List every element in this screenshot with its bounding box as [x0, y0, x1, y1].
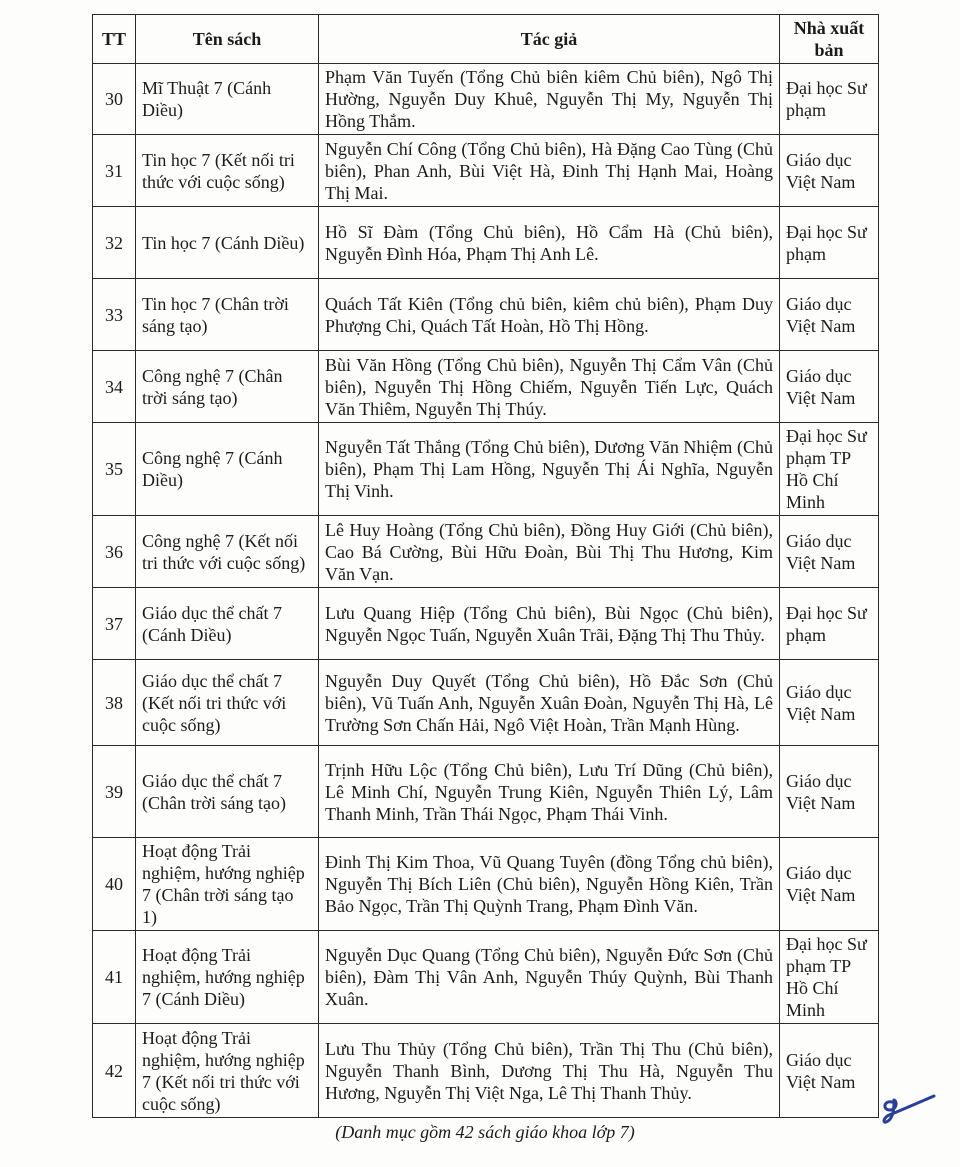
table-row	[93, 746, 879, 838]
publisher-cell: Đại học Sư phạm TP Hồ Chí Minh	[780, 931, 879, 1024]
book-name-cell: Mĩ Thuật 7 (Cánh Diều)	[136, 64, 319, 135]
publisher-cell: Đại học Sư phạm	[780, 207, 879, 279]
row-number: 35	[93, 423, 136, 516]
table-row	[93, 588, 879, 660]
header-publisher: Nhà xuất bản	[780, 15, 879, 64]
row-number: 33	[93, 279, 136, 351]
row-number: 34	[93, 351, 136, 423]
table-row	[93, 660, 879, 746]
publisher-cell: Giáo dục Việt Nam	[780, 351, 879, 423]
publisher-cell: Giáo dục Việt Nam	[780, 135, 879, 207]
book-name-cell: Hoạt động Trải nghiệm, hướng nghiệp 7 (Cánh Diều)	[136, 931, 319, 1024]
row-number: 37	[93, 588, 136, 660]
row-number: 41	[93, 931, 136, 1024]
row-number: 38	[93, 660, 136, 746]
table-row	[93, 279, 879, 351]
author-cell: Phạm Văn Tuyến (Tổng Chủ biên kiêm Chủ biên), Ngô Thị Hường, Nguyễn Duy Khuê, Nguyễn Thị My, Nguyễn Thị Hồng Thắm.	[319, 64, 780, 135]
book-name-cell: Hoạt động Trải nghiệm, hướng nghiệp 7 (Kết nối tri thức với cuộc sống)	[136, 1024, 319, 1118]
book-name-cell: Công nghệ 7 (Kết nối tri thức với cuộc sống)	[136, 516, 319, 588]
table-row	[93, 423, 879, 516]
row-number: 40	[93, 838, 136, 931]
publisher-cell: Đại học Sư phạm	[780, 64, 879, 135]
row-number: 39	[93, 746, 136, 838]
table-row	[93, 351, 879, 423]
header-book-name: Tên sách	[136, 15, 319, 64]
author-cell: Lưu Thu Thủy (Tổng Chủ biên), Trần Thị Thu (Chủ biên), Nguyễn Thanh Bình, Dương Thị Thu Hà, Nguyễn Thu Hương, Nguyễn Thị Việt Nga, Lê Thị Thanh Thủy.	[319, 1024, 780, 1118]
book-name-cell: Giáo dục thể chất 7 (Cánh Diều)	[136, 588, 319, 660]
table-row	[93, 64, 879, 135]
textbook-table	[92, 14, 879, 1118]
publisher-cell: Giáo dục Việt Nam	[780, 660, 879, 746]
publisher-cell: Giáo dục Việt Nam	[780, 1024, 879, 1118]
book-name-cell: Tin học 7 (Kết nối tri thức với cuộc sống)	[136, 135, 319, 207]
table-caption: (Danh mục gồm 42 sách giáo khoa lớp 7)	[335, 1122, 635, 1142]
author-cell: Lê Huy Hoàng (Tổng Chủ biên), Đồng Huy Giới (Chủ biên), Cao Bá Cường, Bùi Hữu Đoàn, Bùi Thị Thu Hương, Kim Văn Vạn.	[319, 516, 780, 588]
book-name-cell: Công nghệ 7 (Cánh Diều)	[136, 423, 319, 516]
table-header-row	[93, 15, 879, 64]
book-name-cell: Tin học 7 (Chân trời sáng tạo)	[136, 279, 319, 351]
table-row	[93, 207, 879, 279]
book-name-cell: Tin học 7 (Cánh Diều)	[136, 207, 319, 279]
book-name-cell: Giáo dục thể chất 7 (Chân trời sáng tạo)	[136, 746, 319, 838]
row-number: 32	[93, 207, 136, 279]
book-name-cell: Hoạt động Trải nghiệm, hướng nghiệp 7 (Chân trời sáng tạo 1)	[136, 838, 319, 931]
row-number: 42	[93, 1024, 136, 1118]
book-name-cell: Giáo dục thể chất 7 (Kết nối tri thức với cuộc sống)	[136, 660, 319, 746]
publisher-cell: Giáo dục Việt Nam	[780, 279, 879, 351]
author-cell: Đinh Thị Kim Thoa, Vũ Quang Tuyên (đồng Tổng chủ biên), Nguyễn Thị Bích Liên (Chủ biên), Nguyễn Hồng Kiên, Trần Bảo Ngọc, Trần Thị Quỳnh Trang, Phạm Đình Văn.	[319, 838, 780, 931]
row-number: 30	[93, 64, 136, 135]
author-cell: Trịnh Hữu Lộc (Tổng Chủ biên), Lưu Trí Dũng (Chủ biên), Lê Minh Chí, Nguyễn Trung Kiên, Nguyễn Thiên Lý, Lâm Thanh Minh, Trần Thái Ngọc, Phạm Thái Vinh.	[319, 746, 780, 838]
header-tt: TT	[93, 15, 136, 64]
author-cell: Nguyễn Dục Quang (Tổng Chủ biên), Nguyễn Đức Sơn (Chủ biên), Đàm Thị Vân Anh, Nguyễn Thúy Quỳnh, Bùi Thanh Xuân.	[319, 931, 780, 1024]
table-row	[93, 135, 879, 207]
table-row	[93, 838, 879, 931]
row-number: 31	[93, 135, 136, 207]
header-author: Tác giả	[319, 15, 780, 64]
author-cell: Nguyễn Tất Thắng (Tổng Chủ biên), Dương Văn Nhiệm (Chủ biên), Phạm Thị Lam Hồng, Nguyễn Thị Ái Nghĩa, Nguyễn Thị Vinh.	[319, 423, 780, 516]
author-cell: Nguyễn Duy Quyết (Tổng Chủ biên), Hồ Đắc Sơn (Chủ biên), Vũ Tuấn Anh, Nguyễn Xuân Đoàn, Nguyễn Thị Hà, Lê Trường Sơn Chấn Hải, Ngô Việt Hoàn, Trần Mạnh Hùng.	[319, 660, 780, 746]
row-number: 36	[93, 516, 136, 588]
publisher-cell: Giáo dục Việt Nam	[780, 746, 879, 838]
table-row	[93, 516, 879, 588]
book-name-cell: Công nghệ 7 (Chân trời sáng tạo)	[136, 351, 319, 423]
author-cell: Hồ Sĩ Đàm (Tổng Chủ biên), Hồ Cẩm Hà (Chủ biên), Nguyễn Đình Hóa, Phạm Thị Anh Lê.	[319, 207, 780, 279]
publisher-cell: Giáo dục Việt Nam	[780, 516, 879, 588]
table-row	[93, 1024, 879, 1118]
table-row	[93, 931, 879, 1024]
publisher-cell: Đại học Sư phạm	[780, 588, 879, 660]
signature-mark	[878, 1088, 938, 1128]
publisher-cell: Đại học Sư phạm TP Hồ Chí Minh	[780, 423, 879, 516]
publisher-cell: Giáo dục Việt Nam	[780, 838, 879, 931]
author-cell: Quách Tất Kiên (Tổng chủ biên, kiêm chủ biên), Phạm Duy Phượng Chi, Quách Tất Hoàn, Hồ Thị Hồng.	[319, 279, 780, 351]
author-cell: Lưu Quang Hiệp (Tổng Chủ biên), Bùi Ngọc (Chủ biên), Nguyễn Ngọc Tuấn, Nguyễn Xuân Trãi, Đặng Thị Thu Thủy.	[319, 588, 780, 660]
author-cell: Bùi Văn Hồng (Tổng Chủ biên), Nguyễn Thị Cẩm Vân (Chủ biên), Nguyễn Thị Hồng Chiếm, Nguyễn Tiến Lực, Quách Văn Thiêm, Nguyễn Thị Thúy.	[319, 351, 780, 423]
author-cell: Nguyễn Chí Công (Tổng Chủ biên), Hà Đặng Cao Tùng (Chủ biên), Phan Anh, Bùi Việt Hà, Đinh Thị Hạnh Mai, Hoàng Thị Mai.	[319, 135, 780, 207]
